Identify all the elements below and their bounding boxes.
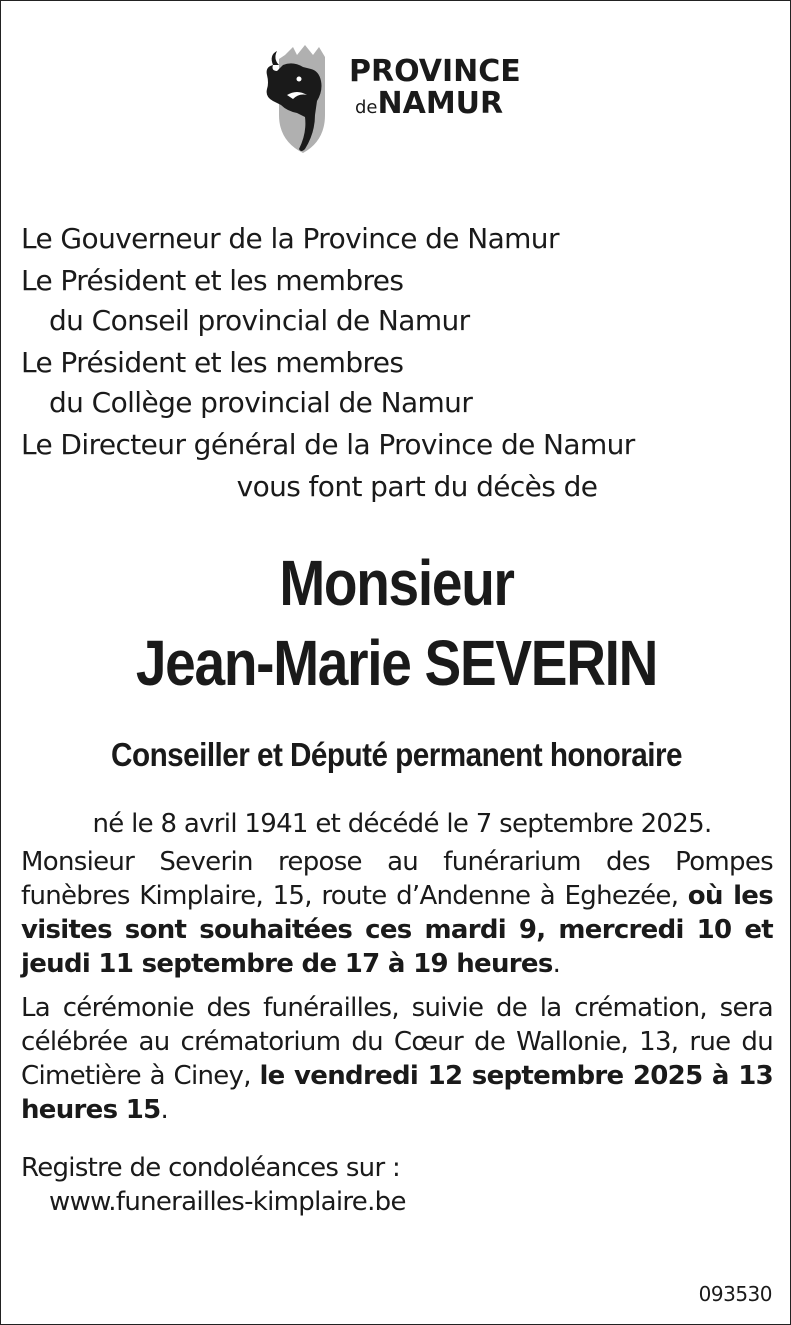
gouverneur-line: Le Gouverneur de la Province de Namur (21, 222, 559, 255)
registre-url: www.funerailles-kimplaire.be (49, 1187, 406, 1217)
deceased-name-block (56, 543, 736, 703)
registre-label: Registre de condoléances sur : (21, 1153, 401, 1183)
birth-death-dates: né le 8 avril 1941 et décédé le 7 septembre 2025. (92, 809, 712, 839)
reference-number: 093530 (698, 1282, 772, 1306)
funerarium-period: . (552, 949, 561, 979)
obituary-body (21, 807, 773, 1229)
ceremony-period: . (160, 1095, 169, 1125)
chamois-emblem-icon (263, 45, 341, 153)
ceremony-text: La cérémonie des funérailles, suivie de la crémation, sera célébrée au crématorium du Cœur de Wallonie, 13, rue du Cimetière à Ciney, (21, 993, 773, 1091)
logo-namur-text: NAMUR (377, 86, 504, 121)
logo-de-text: de (355, 97, 378, 118)
funerarium-paragraph (21, 845, 773, 981)
deceased-title: Conseiller et Député permanent honoraire (111, 736, 682, 773)
ceremony-paragraph (21, 991, 773, 1127)
logo-province-text: PROVINCE (349, 54, 521, 89)
college-line-1: Le Président et les membres (21, 346, 404, 379)
deceased-name: Jean-Marie SEVERIN (135, 627, 658, 699)
font-part-line: vous font part du décès de (236, 470, 598, 503)
directeur-line: Le Directeur général de la Province de Namur (21, 428, 635, 461)
conseil-line-1: Le Président et les membres (21, 264, 404, 297)
logo-wordmark (349, 54, 521, 121)
visits-schedule: où les visites sont souhaitées ces mardi 9, mercredi 10 et jeudi 11 septembre de 17 à 19 heures (21, 881, 774, 979)
ceremony-datetime: le vendredi 12 septembre 2025 à 13 heures 15 (21, 1061, 773, 1125)
province-namur-logo (263, 45, 543, 155)
conseil-line-2: du Conseil provincial de Namur (49, 304, 470, 337)
funerarium-text: Monsieur Severin repose au funérarium des Pompes funèbres Kimplaire, 15, route d’Andenne à Eghezée, (21, 847, 773, 911)
announcers-block (21, 219, 773, 509)
conseil-lines (21, 261, 773, 341)
college-line-2: du Collège provincial de Namur (49, 386, 473, 419)
deceased-civility: Monsieur (279, 547, 514, 619)
condolences-register (21, 1151, 773, 1219)
college-lines (21, 343, 773, 423)
